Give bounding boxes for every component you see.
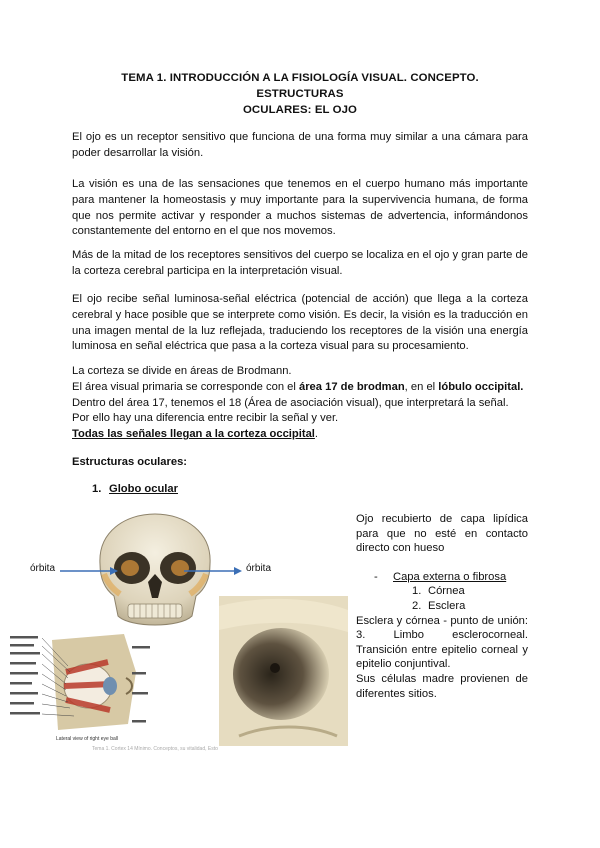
cornea-item: 1. Córnea [412,585,465,598]
section-title: Estructuras oculares: [72,456,188,468]
globo-ocular-heading: 1. Globo ocular [92,483,178,495]
page-title [80,70,520,118]
paragraph-4: El ojo recibe señal luminosa-señal eléctrica (potencial de acción) que llega a la corteza cerebral y hace posible que se interprete como visión. Es decir, la visión es la traducción en una imagen mental de la luz reflejada, traduciendo los receptores de la visión una energía luminosa en señal eléctrica que pasa a la corteza visual para su procesamiento. [72,293,528,353]
paragraph-1: El ojo es un receptor sensitivo que funciona de una forma muy similar a una cámara para poder desarrollar la visión. [72,131,528,159]
orbita-left-label: órbita [30,563,56,574]
title-line-1: TEMA 1. INTRODUCCIÓN A LA FISIOLOGÍA VISUAL. CONCEPTO. ESTRUCTURAS [121,72,479,100]
orbita-right-arrow [184,566,242,576]
paragraph-2: La visión es una de las sensaciones que tenemos en el cuerpo humano más importante para mantener la homeostasis y muy importante para la supervivencia humana, de forma que nos permite activar y responder a muchos sistemas de advertencia, informándonos constantemente del entorno en el que nos movemos. [72,178,528,238]
globo-intro: Ojo recubierto de capa lipídica para que no esté en contacto directo con hueso [356,513,528,555]
figure-source-caption: Tema 1. Cortex 14 Mínimo. Conceptos, su vitalidad, Esto [92,746,218,752]
brodmann-line-3: Dentro del área 17, tenemos el 18 (Área de asociación visual), que interpretará la señal. [72,396,509,409]
orbita-left-arrow [60,566,118,576]
globo-ocular-description [356,512,528,701]
eye-lateral-anatomy-image [8,632,156,744]
esclera-item: 2. Esclera [412,599,466,612]
orbita-right-label: órbita [246,563,272,574]
brodmann-line-5: Todas las señales llegan a la corteza occipital. [72,428,319,441]
paragraph-3: Más de la mitad de los receptores sensitivos del cuerpo se localiza en el ojo y gran parte de la corteza cerebral participa en la interpretación visual. [72,249,528,277]
title-line-2: OCULARES: EL OJO [242,104,358,116]
brodmann-line-2: El área visual primaria se corresponde con el área 17 de brodman, en el lóbulo occipital. [72,380,524,393]
orbit-closeup-image [219,596,348,746]
lateral-caption: Lateral view of right eye ball [56,736,118,742]
brodmann-block [72,364,528,443]
brodmann-line-4: Por ello hay una diferencia entre recibir la señal y ver. [72,412,339,425]
celulas-madre-text: Sus células madre provienen de diferentes sitios. [356,672,528,700]
capa-externa-item: - Capa externa o fibrosa [374,570,507,583]
union-text: Esclera y córnea - punto de unión: 3. Limbo esclerocorneal. Transición entre epitelio corneal y epitelio conjuntival. [356,614,528,671]
brodmann-line-1: La corteza se divide en áreas de Brodmann. [72,365,292,377]
